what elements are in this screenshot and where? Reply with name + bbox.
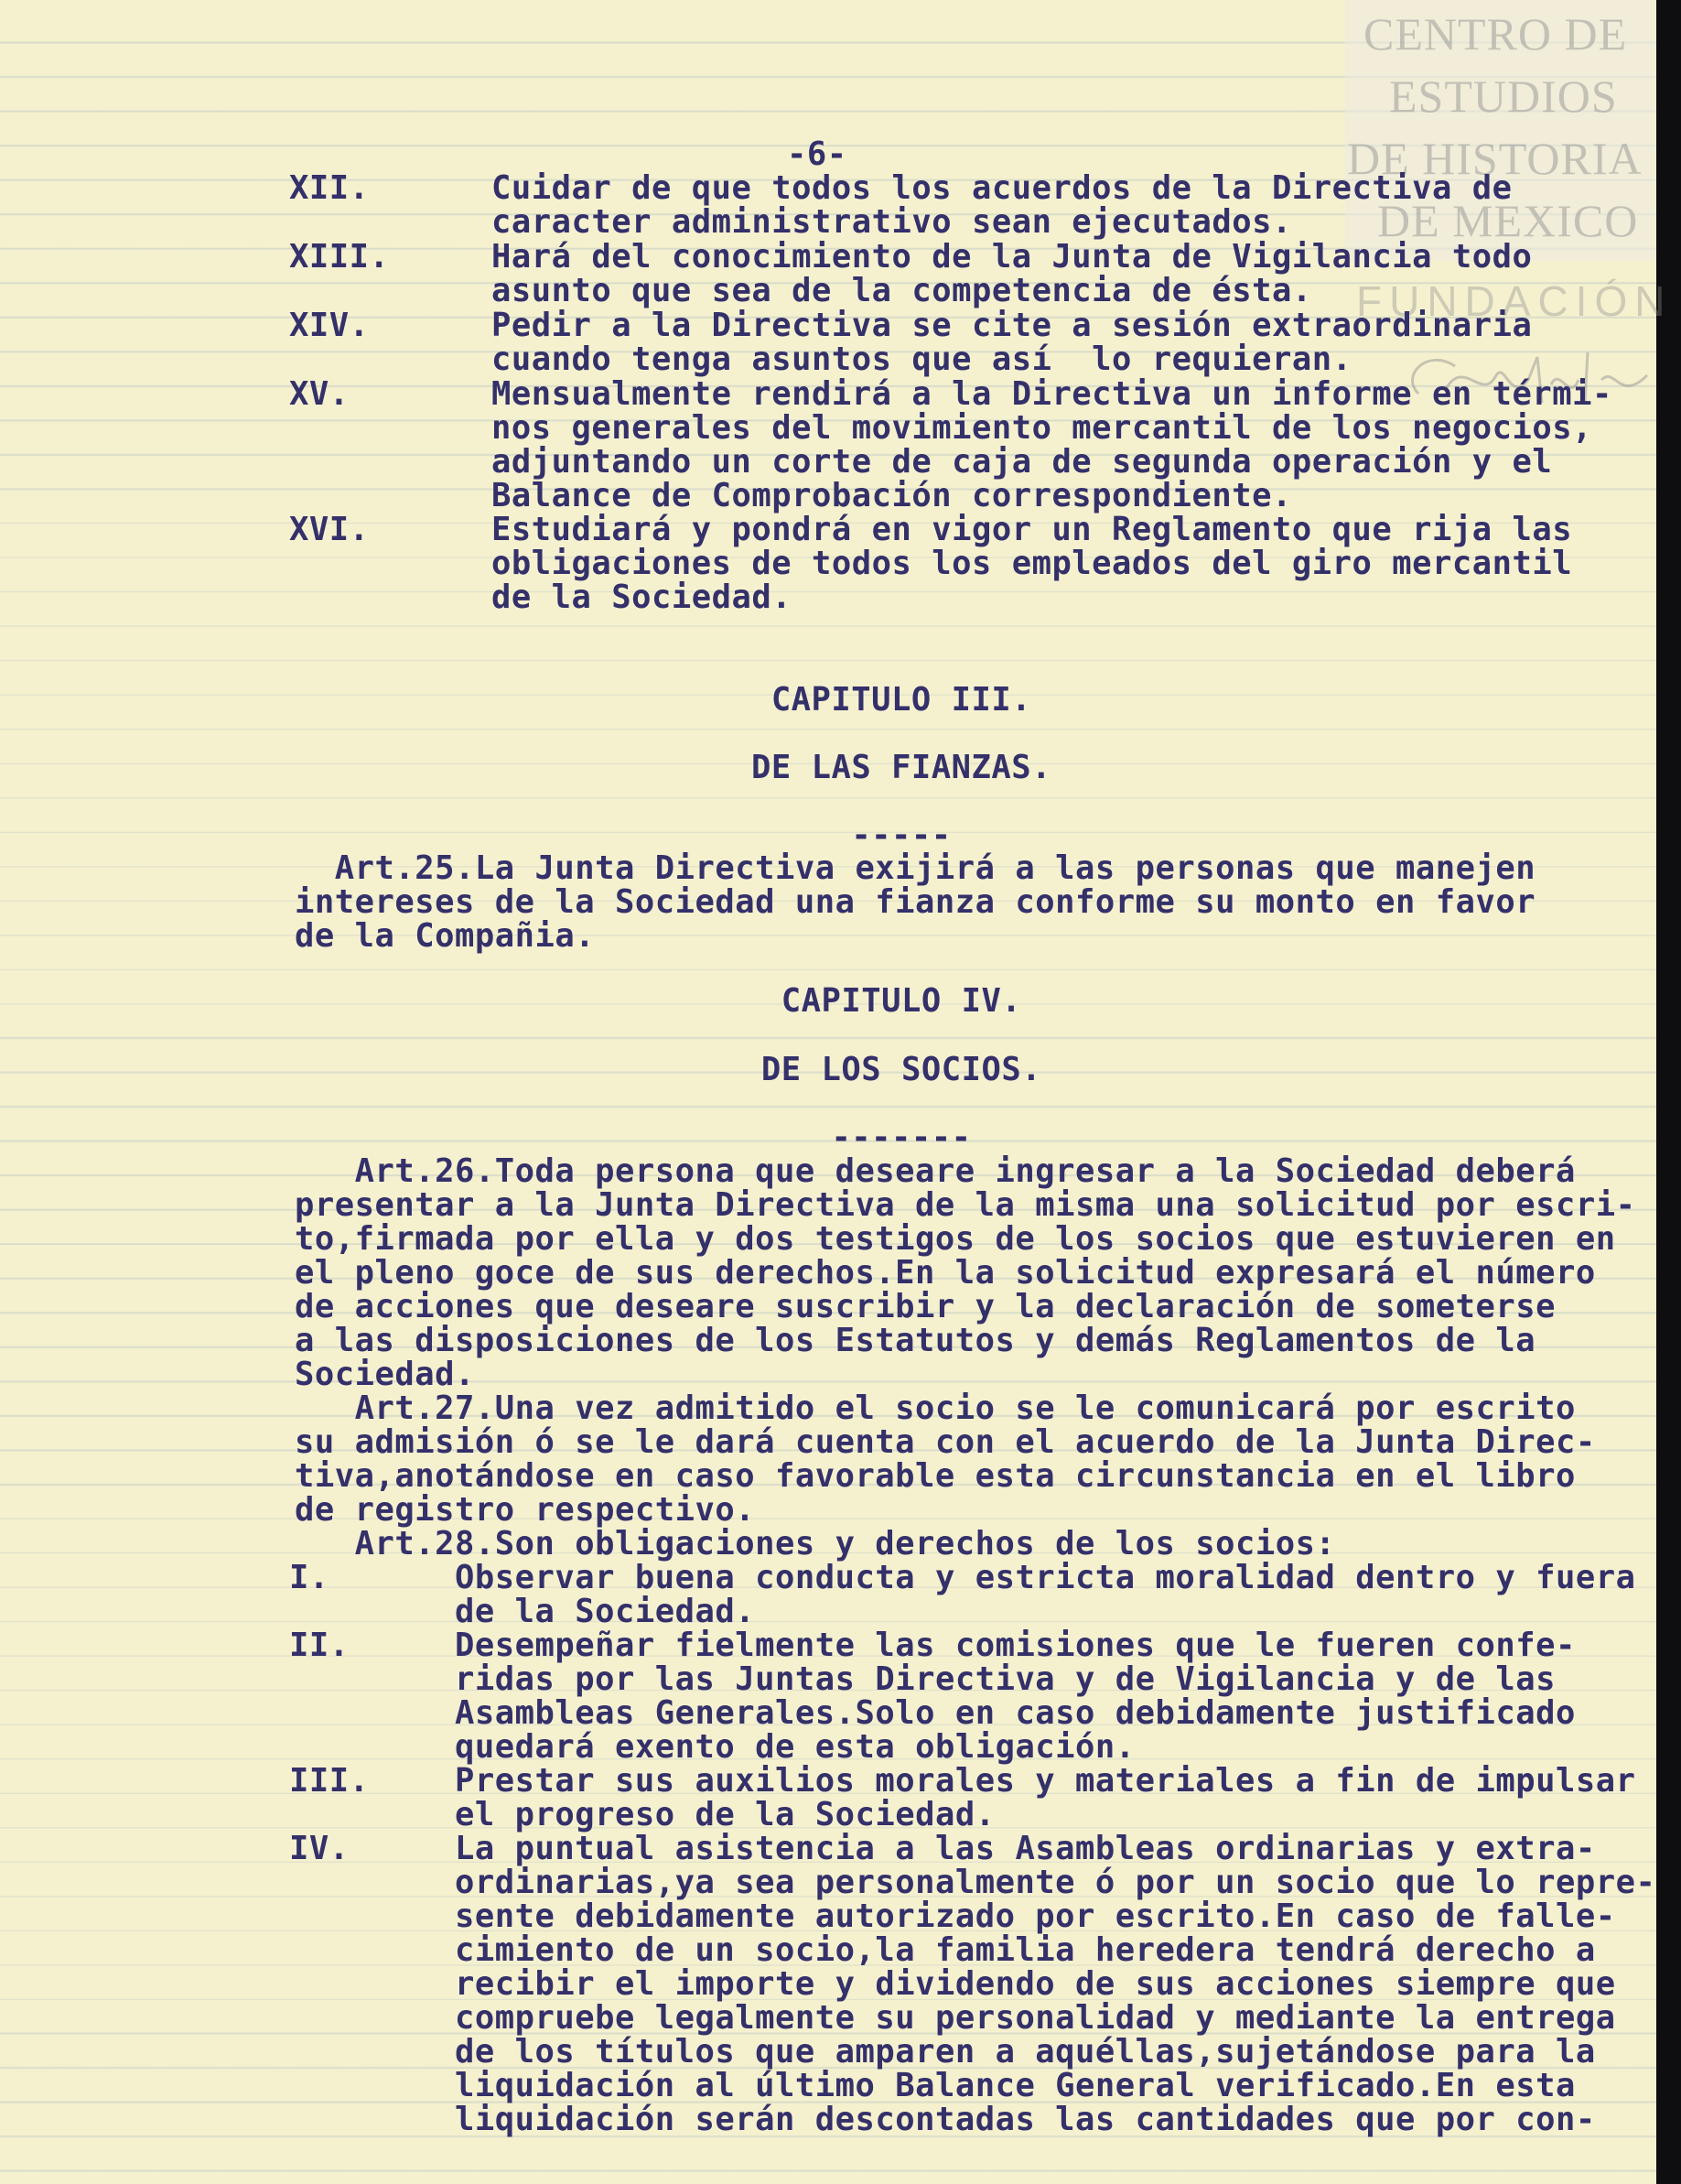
item-text-line: obligaciones de todos los empleados del giro mercantil: [491, 545, 1573, 582]
chapter-4-title: CAPITULO IV.: [781, 982, 1022, 1020]
watermark-line-3: DE HISTORIA: [1347, 133, 1643, 184]
item-text-line: Hará del conocimiento de la Junta de Vigilancia todo: [491, 238, 1533, 276]
item-text-line: Balance de Comprobación correspondiente.: [491, 477, 1292, 514]
item-text-line: el progreso de la Sociedad.: [455, 1796, 996, 1833]
item-text-line: asunto que sea de la competencia de ésta.: [491, 272, 1312, 309]
item-number: XII.: [289, 169, 370, 207]
item-number: IV.: [289, 1830, 350, 1867]
item-text-line: Cuidar de que todos los acuerdos de la Directiva de: [491, 169, 1513, 207]
item-text-line: cimiento de un socio,la familia heredera tendrá derecho a: [455, 1931, 1596, 1969]
item-text-line: nos generales del movimiento mercantil de los negocios,: [491, 409, 1593, 447]
article-text-line: a las disposiciones de los Estatutos y demás Reglamentos de la: [295, 1322, 1536, 1359]
article-text-line: de acciones que deseare suscribir y la declaración de someterse: [295, 1288, 1556, 1325]
chapter-3-rule: -----: [851, 816, 952, 854]
item-text-line: de la Sociedad.: [491, 578, 792, 616]
item-text-line: de los títulos que amparen a aquéllas,sujetándose para la: [455, 2033, 1596, 2070]
article-text-line: de registro respectivo.: [295, 1491, 756, 1529]
article-text-line: presentar a la Junta Directiva de la misma una solicitud por escri-: [295, 1186, 1636, 1224]
item-number: II.: [289, 1627, 350, 1664]
item-text-line: compruebe legalmente su personalidad y mediante la entrega: [455, 1999, 1616, 2037]
item-text-line: Observar buena conducta y estricta moralidad dentro y fuera: [455, 1559, 1636, 1596]
item-text-line: liquidación al último Balance General verificado.En esta: [455, 2067, 1576, 2104]
item-number: XV.: [289, 375, 350, 413]
article-text-line: Art.28.Son obligaciones y derechos de los socios:: [295, 1525, 1336, 1562]
item-text-line: quedará exento de esta obligación.: [455, 1728, 1136, 1766]
item-number: III.: [289, 1762, 370, 1800]
item-text-line: de la Sociedad.: [455, 1593, 756, 1630]
item-text-line: Mensualmente rendirá a la Directiva un informe en térmi-: [491, 375, 1612, 413]
item-text-line: caracter administrativo sean ejecutados.: [491, 203, 1292, 241]
watermark-line-2: ESTUDIOS: [1389, 70, 1618, 122]
item-text-line: liquidación serán descontadas las cantidades que por con-: [455, 2101, 1596, 2138]
article-text-line: de la Compañia.: [295, 917, 596, 955]
article-text-line: Sociedad.: [295, 1356, 475, 1393]
item-text-line: recibir el importe y dividendo de sus acciones siempre que: [455, 1965, 1616, 2003]
item-text-line: Estudiará y pondrá en vigor un Reglamento que rija las: [491, 511, 1573, 548]
item-text-line: cuando tenga asuntos que así lo requieran.: [491, 341, 1352, 378]
watermark-line-1: CENTRO DE: [1363, 8, 1628, 59]
item-text-line: ridas por las Juntas Directiva y de Vigilancia y de las: [455, 1660, 1557, 1698]
article-text-line: Art.27.Una vez admitido el socio se le comunicará por escrito: [295, 1389, 1576, 1427]
chapter-4-rule: -------: [831, 1119, 972, 1156]
item-number: I.: [289, 1559, 329, 1596]
item-text-line: Pedir a la Directiva se cite a sesión extraordinaria: [491, 307, 1533, 344]
item-text-line: sente debidamente autorizado por escrito.En caso de falle-: [455, 1897, 1616, 1935]
item-text-line: Desempeñar fielmente las comisiones que le fueren confe-: [455, 1627, 1576, 1664]
item-text-line: Asambleas Generales.Solo en caso debidamente justificado: [455, 1694, 1576, 1732]
watermark-line-5: FUNDACIÓN: [1356, 277, 1673, 325]
page-number: -6-: [787, 135, 847, 173]
chapter-4-subtitle: DE LOS SOCIOS.: [760, 1051, 1042, 1088]
article-text-line: tiva,anotándose en caso favorable esta circunstancia en el libro: [295, 1457, 1576, 1495]
item-text-line: ordinarias,ya sea personalmente ó por un socio que lo repre-: [455, 1864, 1656, 1901]
item-text-line: adjuntando un corte de caja de segunda operación y el: [491, 443, 1553, 481]
article-text-line: intereses de la Sociedad una fianza conforme su monto en favor: [295, 883, 1536, 921]
article-text-line: el pleno goce de sus derechos.En la solicitud expresará el número: [295, 1254, 1596, 1292]
item-text-line: Prestar sus auxilios morales y materiales a fin de impulsar: [455, 1762, 1636, 1800]
item-number: XIII.: [289, 238, 390, 276]
scan-edge: [1656, 0, 1681, 2184]
chapter-3-title: CAPITULO III.: [770, 681, 1032, 719]
chapter-3-subtitle: DE LAS FIANZAS.: [750, 749, 1052, 786]
item-text-line: La puntual asistencia a las Asambleas ordinarias y extra-: [455, 1830, 1596, 1867]
article-text-line: Art.26.Toda persona que deseare ingresar a la Sociedad deberá: [295, 1152, 1576, 1190]
article-text-line: to,firmada por ella y dos testigos de los socios que estuvieren en: [295, 1220, 1616, 1258]
item-number: XIV.: [289, 307, 370, 344]
watermark-line-4: DE MEXICO: [1377, 195, 1639, 246]
article-text-line: su admisión ó se le dará cuenta con el acuerdo de la Junta Direc-: [295, 1423, 1596, 1461]
item-number: XVI.: [289, 511, 370, 548]
article-text-line: Art.25.La Junta Directiva exijirá a las personas que manejen: [295, 849, 1536, 887]
